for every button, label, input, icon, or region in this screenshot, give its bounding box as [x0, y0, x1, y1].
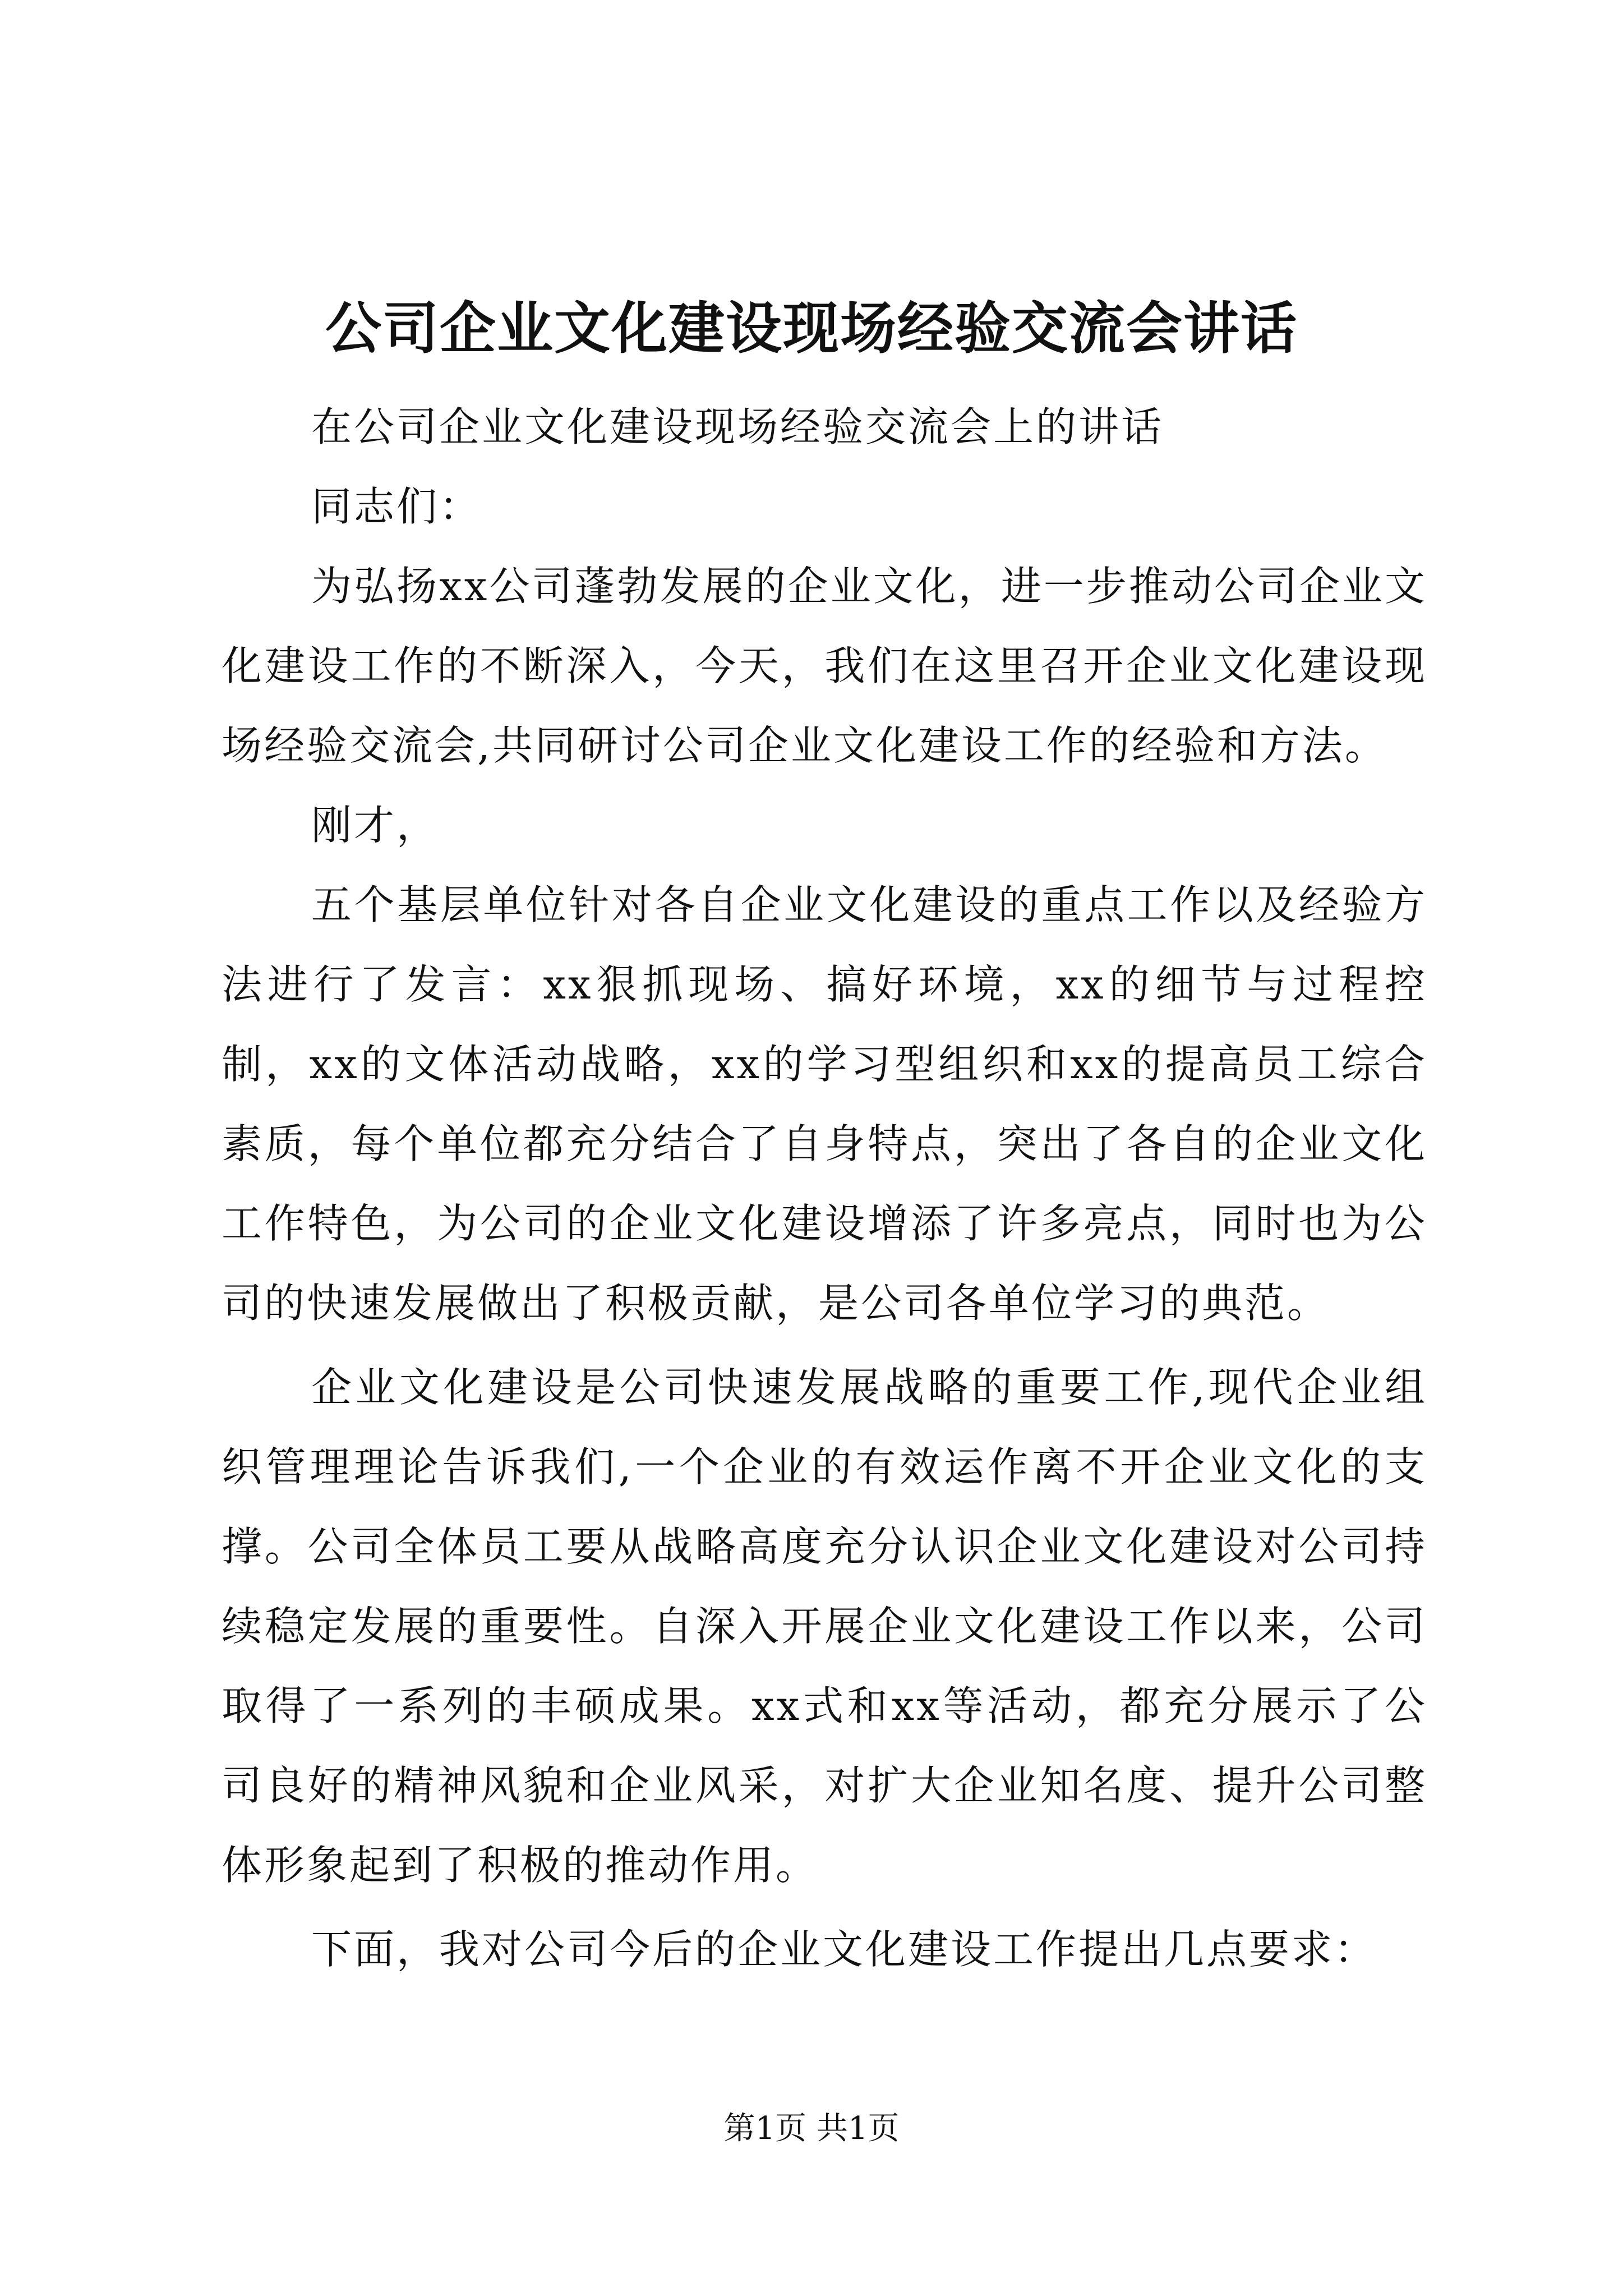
paragraph-units-speech: 五个基层单位针对各自企业文化建设的重点工作以及经验方法进行了发言：xx狠抓现场、搞好环境，xx的细节与过程控制，xx的文体活动战略，xx的学习型组织和xx的提高员工综合素质，每个单位都充分结合了自身特点，突出了各自的企业文化工作特色，为公司的企业文化建设增添了许多亮点，同时也为公司的快速发展做出了积极贡献，是公司各单位学习的典范。: [222, 881, 1427, 1327]
paragraph-opening: 为弘扬xx公司蓬勃发展的企业文化，进一步推动公司企业文化建设工作的不断深入，今天，我们在这里召开企业文化建设现场经验交流会,共同研讨公司企业文化建设工作的经验和方法。: [222, 563, 1427, 769]
paragraph-just-now: 刚才，: [311, 802, 440, 849]
document-body: [222, 387, 1427, 1989]
paragraph-subtitle: 在公司企业文化建设现场经验交流会上的讲话: [311, 403, 1164, 450]
paragraph-salutation: 同志们：: [311, 483, 482, 530]
document-title: 公司企业文化建设现场经验交流会讲话: [325, 295, 1298, 361]
paragraph-culture-importance: 企业文化建设是公司快速发展战略的重要工作,现代企业组织管理理论告诉我们,一个企业的有效运作离不开企业文化的支撑。公司全体员工要从战略高度充分认识企业文化建设对公司持续稳定发展的重要性。自深入开展企业文化建设工作以来，公司取得了一系列的丰硕成果。xx式和xx等活动，都充分展示了公司良好的精神风貌和企业风采，对扩大企业知名度、提升公司整体形象起到了积极的推动作用。: [222, 1364, 1427, 1889]
paragraph-requirements: 下面，我对公司今后的企业文化建设工作提出几点要求：: [311, 1926, 1377, 1973]
page-footer: 第1页 共1页: [723, 2110, 900, 2147]
